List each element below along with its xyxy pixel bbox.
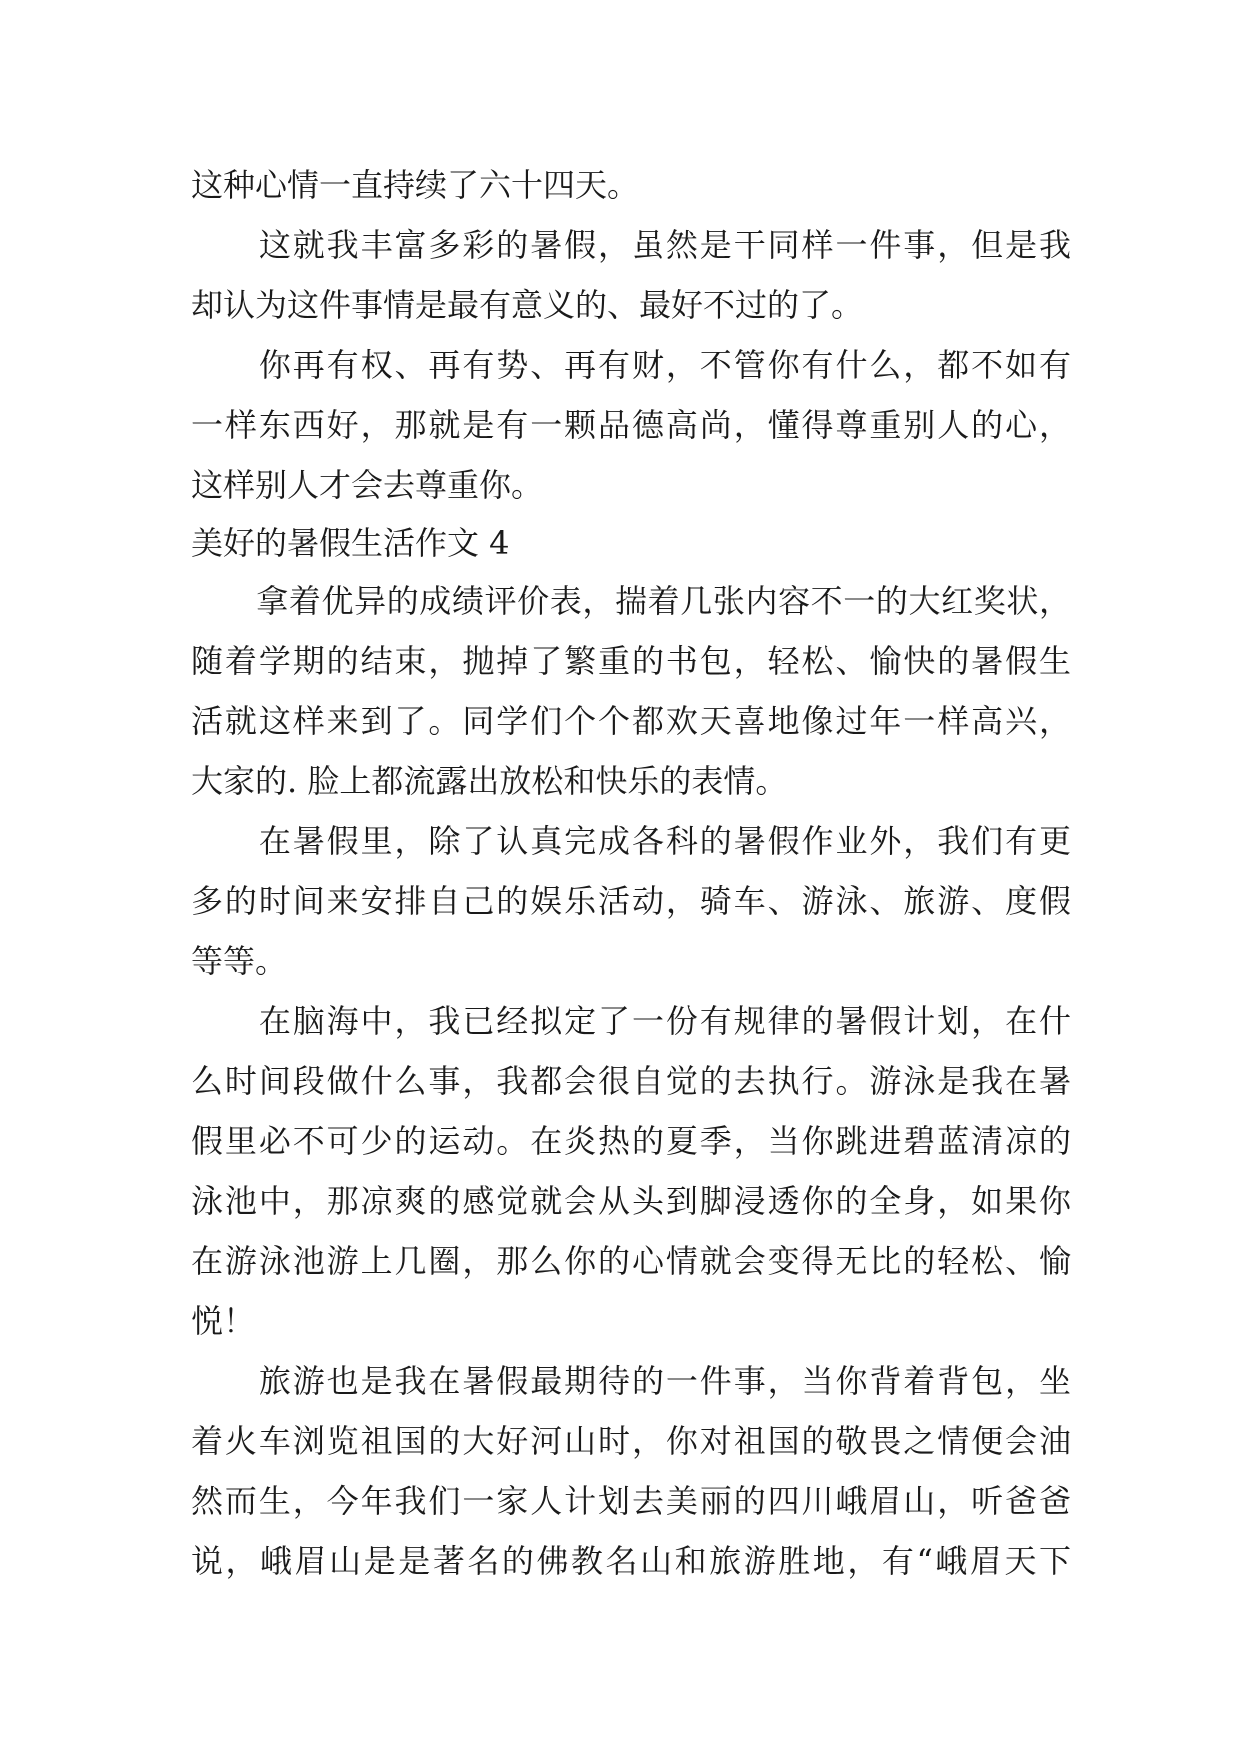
text-line: 这样别人才会去尊重你。 bbox=[191, 466, 544, 504]
text-line: 这种心情一直持续了六十四天。 bbox=[191, 166, 640, 204]
text-line: 泳池中，那凉爽的感觉就会从头到脚浸透你的全身，如果你 bbox=[191, 1182, 1071, 1220]
text-line: 大家的. 脸上都流露出放松和快乐的表情。 bbox=[191, 762, 788, 800]
text-line: 然而生，今年我们一家人计划去美丽的四川峨眉山，听爸爸 bbox=[191, 1482, 1071, 1520]
text-line: 悦！ bbox=[191, 1302, 256, 1340]
text-line: 在游泳池游上几圈，那么你的心情就会变得无比的轻松、愉 bbox=[191, 1242, 1071, 1280]
text-line: 一样东西好，那就是有一颗品德高尚，懂得尊重别人的心， bbox=[191, 406, 1071, 444]
text-line: 这就我丰富多彩的暑假，虽然是干同样一件事，但是我 bbox=[191, 226, 1071, 264]
text-line: 多的时间来安排自己的娱乐活动，骑车、游泳、旅游、度假 bbox=[191, 882, 1071, 920]
text-line: 却认为这件事情是最有意义的、最好不过的了。 bbox=[191, 286, 864, 324]
text-line: 在脑海中，我已经拟定了一份有规律的暑假计划，在什 bbox=[191, 1002, 1071, 1040]
text-line: 活就这样来到了。同学们个个都欢天喜地像过年一样高兴， bbox=[191, 702, 1071, 740]
text-line: 旅游也是我在暑假最期待的一件事，当你背着背包，坐 bbox=[191, 1362, 1071, 1400]
text-line: 随着学期的结束，抛掉了繁重的书包，轻松、愉快的暑假生 bbox=[191, 642, 1071, 680]
text-line: 说，峨眉山是是著名的佛教名山和旅游胜地，有“峨眉天下 bbox=[191, 1542, 1071, 1580]
text-line: 拿着优异的成绩评价表，揣着几张内容不一的大红奖状， bbox=[191, 582, 1071, 620]
text-line: 等等。 bbox=[191, 942, 288, 980]
text-line: 么时间段做什么事，我都会很自觉的去执行。游泳是我在暑 bbox=[191, 1062, 1071, 1100]
text-line: 假里必不可少的运动。在炎热的夏季，当你跳进碧蓝清凉的 bbox=[191, 1122, 1071, 1160]
section-heading: 美好的暑假生活作文 4 bbox=[191, 524, 510, 562]
text-line: 你再有权、再有势、再有财，不管你有什么，都不如有 bbox=[191, 346, 1071, 384]
text-line: 在暑假里，除了认真完成各科的暑假作业外，我们有更 bbox=[191, 822, 1071, 860]
text-line: 着火车浏览祖国的大好河山时，你对祖国的敬畏之情便会油 bbox=[191, 1422, 1071, 1460]
